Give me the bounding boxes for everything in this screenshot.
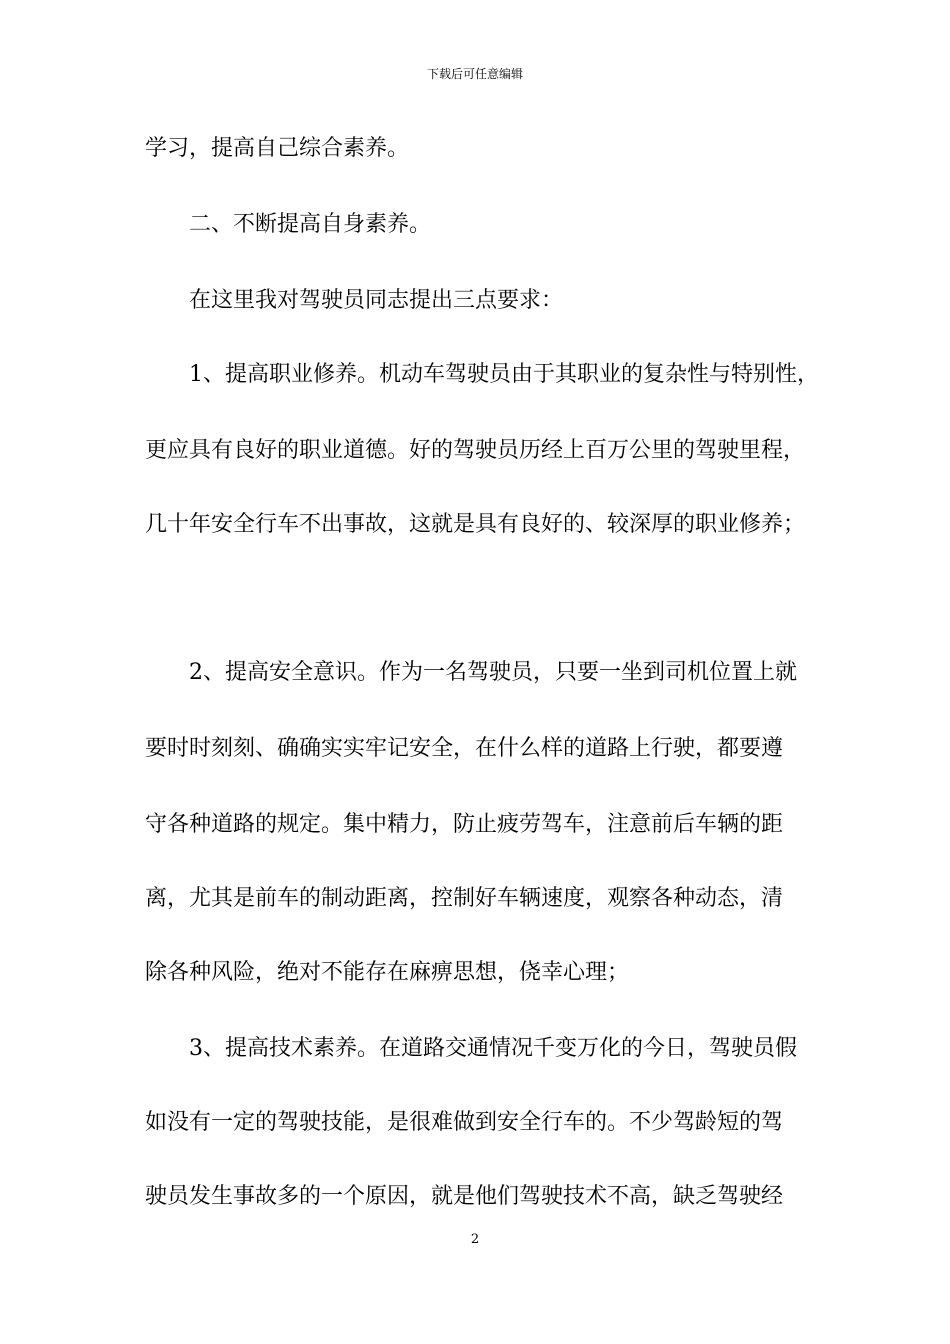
page-number: 2 [470,1232,480,1247]
text-line: 1、提高职业修养。机动车驾驶员由于其职业的复杂性与特别性， [189,362,819,387]
text-line: 除各种风险，绝对不能存在麻痹思想，侥幸心理； [145,960,630,985]
text-line: 几十年安全行车不出事故，这就是具有良好的、较深厚的职业修养； [145,512,806,537]
text-line: 如没有一定的驾驶技能，是很难做到安全行车的。不少驾龄短的驾 [145,1110,784,1135]
text-line: 驶员发生事故多的一个原因，就是他们驾驶技术不高，缺乏驾驶经 [145,1184,784,1209]
text-line: 守各种道路的规定。集中精力，防止疲劳驾车，注意前后车辆的距 [145,812,784,837]
text-line: 学习，提高自己综合素养。 [145,136,410,161]
text-line: 离，尤其是前车的制动距离，控制好车辆速度，观察各种动态，清 [145,886,784,911]
text-line: 更应具有良好的职业道德。好的驾驶员历经上百万公里的驾驶里程， [145,438,806,463]
text-line: 要时时刻刻、确确实实牢记安全，在什么样的道路上行驶，都要遵 [145,736,784,761]
text-line: 在这里我对驾驶员同志提出三点要求： [189,288,564,313]
page-header: 下载后可任意编辑 [426,67,523,81]
text-line: 二、不断提高自身素养。 [189,212,432,237]
text-line: 3、提高技术素养。在道路交通情况千变万化的今日，驾驶员假 [189,1036,797,1061]
text-line: 2、提高安全意识。作为一名驾驶员，只要一坐到司机位置上就 [189,660,797,685]
